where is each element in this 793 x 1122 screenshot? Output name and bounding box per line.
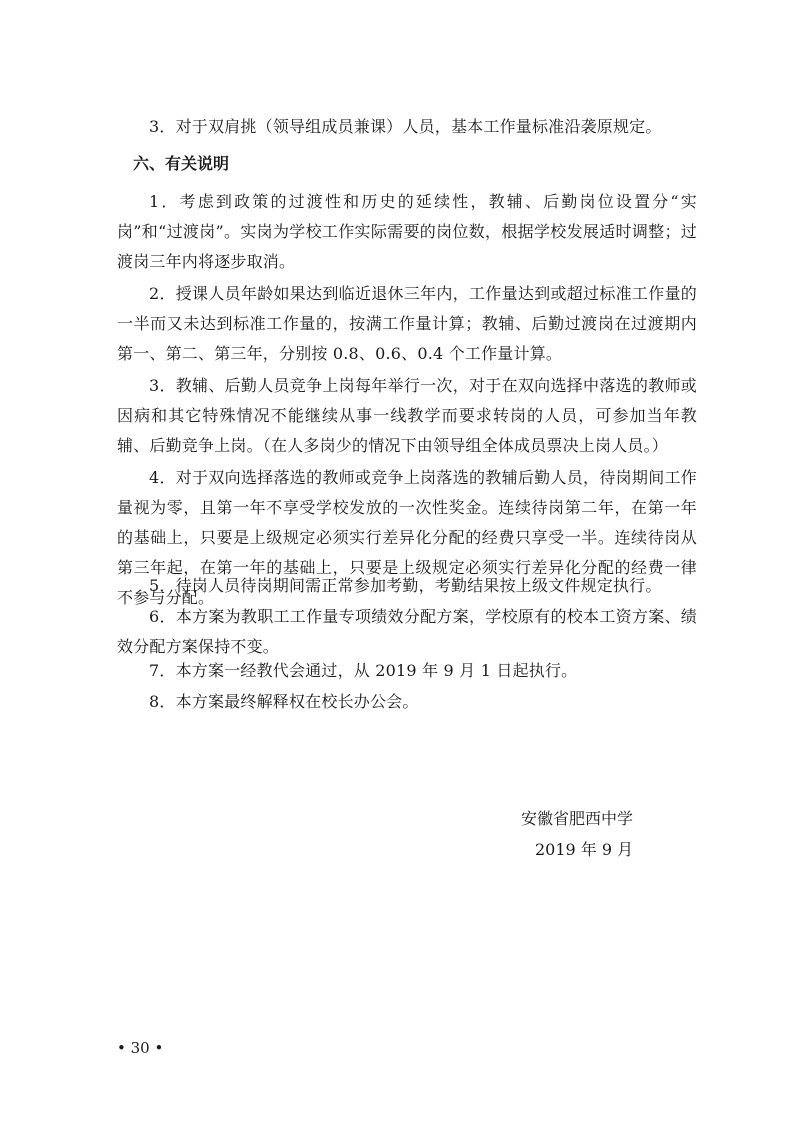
signature-date: 2019 年 9 月 xyxy=(535,840,634,859)
signature-organization: 安徽省肥西中学 xyxy=(521,809,634,828)
list-item-2: 2．授课人员年龄如果达到临近退休三年内，工作量达到或超过标准工作量的一半而又未达到标准工作量的，按满工作量计算；教辅、后勤过渡岗在过渡期内第一、第二、第三年，分别按 0.8、0.6、0.4 个工作量计算。 xyxy=(117,284,697,363)
section-heading: 六、有关说明 xyxy=(133,154,230,173)
list-item-5: 5．待岗人员待岗期间需正常参加考勤，考勤结果按上级文件规定执行。 xyxy=(149,576,662,595)
list-item-4: 4．对于双向选择落选的教师或竞争上岗落选的教辅后勤人员，待岗期间工作量视为零，且第一年不享受学校发放的一次性奖金。连续待岗第二年，在第一年的基础上，只要是上级规定必须实行差异化分配的经费只享受一半。连续待岗从第三年起，在第一年的基础上，只要是上级规定必须实行差异化分配的经费一律不参与分配。 xyxy=(117,468,697,607)
page-number: • 30 • xyxy=(117,1039,164,1057)
list-item-3: 3．教辅、后勤人员竞争上岗每年举行一次，对于在双向选择中落选的教师或因病和其它特殊情况不能继续从事一线教学而要求转岗的人员，可参加当年教辅、后勤竞争上岗。（在人多岗少的情况下由领导组全体成员票决上岗人员。） xyxy=(117,376,697,455)
intro-item: 3．对于双肩挑（领导组成员兼课）人员，基本工作量标准沿袭原规定。 xyxy=(149,117,662,136)
list-item-8: 8．本方案最终解释权在校长办公会。 xyxy=(149,692,419,711)
list-item-1: 1．考虑到政策的过渡性和历史的延续性，教辅、后勤岗位设置分“实岗”和“过渡岗”。实岗为学校工作实际需要的岗位数，根据学校发展适时调整；过渡岗三年内将逐步取消。 xyxy=(117,192,697,271)
list-item-6: 6．本方案为教职工工作量专项绩效分配方案，学校原有的校本工资方案、绩效分配方案保持不变。 xyxy=(117,607,697,656)
list-item-7: 7．本方案一经教代会通过，从 2019 年 9 月 1 日起执行。 xyxy=(149,661,578,680)
